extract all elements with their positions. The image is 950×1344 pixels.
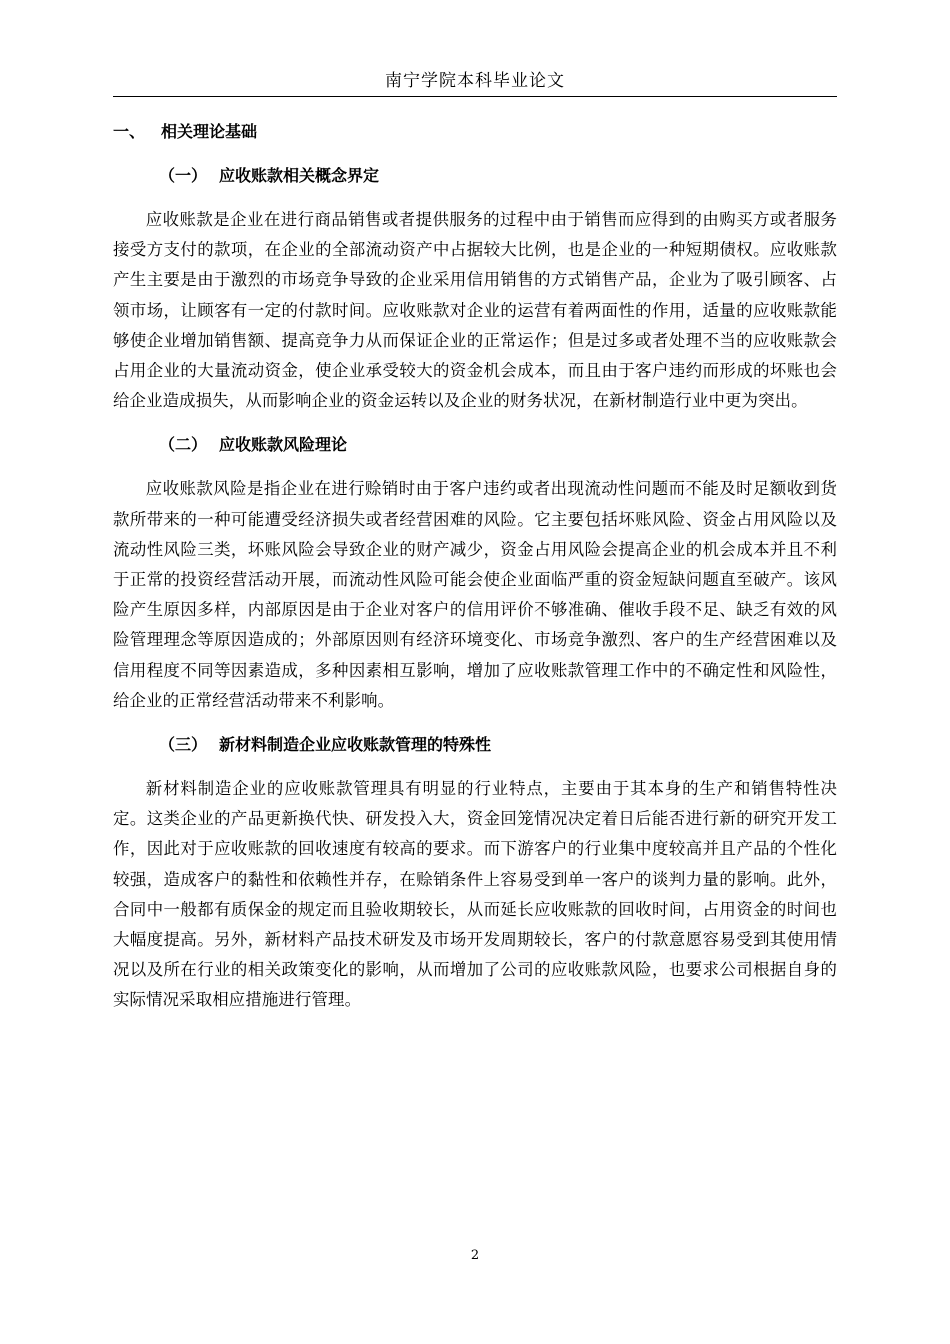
section-title: 相关理论基础	[161, 122, 258, 141]
subsection-number-3: （三）	[159, 735, 208, 755]
subsection-heading-2	[159, 430, 837, 460]
subsection-heading-3	[159, 730, 837, 760]
subsection-number-2: （二）	[159, 435, 208, 455]
document-body	[113, 117, 837, 1016]
page-number: 2	[470, 1248, 480, 1263]
subsection-title-3: 新材料制造企业应收账款管理的特殊性	[219, 735, 492, 755]
paragraph-3: 新材料制造企业的应收账款管理具有明显的行业特点，主要由于其本身的生产和销售特性决定。这类企业的产品更新换代快、研发投入大，资金回笼情况决定着日后能否进行新的研究开发工作，因此对于应收账款的回收速度有较高的要求。而下游客户的行业集中度较高并且产品的个性化较强，造成客户的黏性和依赖性并存，在赊销条件上容易受到单一客户的谈判力量的影响。此外，合同中一般都有质保金的规定而且验收期较长，从而延长应收账款的回收时间，占用资金的时间也大幅度提高。另外，新材料产品技术研发及市场开发周期较长，客户的付款意愿容易受到其使用情况以及所在行业的相关政策变化的影响，从而增加了公司的应收账款风险，也要求公司根据自身的实际情况采取相应措施进行管理。	[113, 779, 837, 1010]
paragraph-1: 应收账款是企业在进行商品销售或者提供服务的过程中由于销售而应得到的由购买方或者服务接受方支付的款项，在企业的全部流动资产中占据较大比例，也是企业的一种短期债权。应收账款产生主要是由于激烈的市场竞争导致的企业采用信用销售的方式销售产品，企业为了吸引顾客、占领市场，让顾客有一定的付款时间。应收账款对企业的运营有着两面性的作用，适量的应收账款能够使企业增加销售额、提高竞争力从而保证企业的正常运作；但是过多或者处理不当的应收账款会占用企业的大量流动资金，使企业承受较大的资金机会成本，而且由于客户违约而形成的坏账也会给企业造成损失，从而影响企业的资金运转以及企业的财务状况，在新材制造行业中更为突出。	[113, 210, 837, 411]
section-number: 一、	[113, 122, 146, 141]
section-heading	[113, 117, 837, 147]
page-header-title: 南宁学院本科毕业论文	[385, 71, 565, 91]
subsection-heading-1	[159, 161, 837, 191]
subsection-title-2: 应收账款风险理论	[219, 435, 348, 455]
paragraph-2: 应收账款风险是指企业在进行赊销时由于客户违约或者出现流动性问题而不能及时足额收到货款所带来的一种可能遭受经济损失或者经营困难的风险。它主要包括坏账风险、资金占用风险以及流动性风险三类，坏账风险会导致企业的财产减少，资金占用风险会提高企业的机会成本并且不利于正常的投资经营活动开展，而流动性风险可能会使企业面临严重的资金短缺问题直至破产。该风险产生原因多样，内部原因是由于企业对客户的信用评价不够准确、催收手段不足、缺乏有效的风险管理理念等原因造成的；外部原因则有经济环境变化、市场竞争激烈、客户的生产经营困难以及信用程度不同等因素造成，多种因素相互影响，增加了应收账款管理工作中的不确定性和风险性，给企业的正常经营活动带来不利影响。	[113, 479, 837, 710]
subsection-number-1: （一）	[159, 166, 208, 185]
header-rule	[113, 96, 837, 97]
subsection-title-1: 应收账款相关概念界定	[219, 166, 380, 185]
